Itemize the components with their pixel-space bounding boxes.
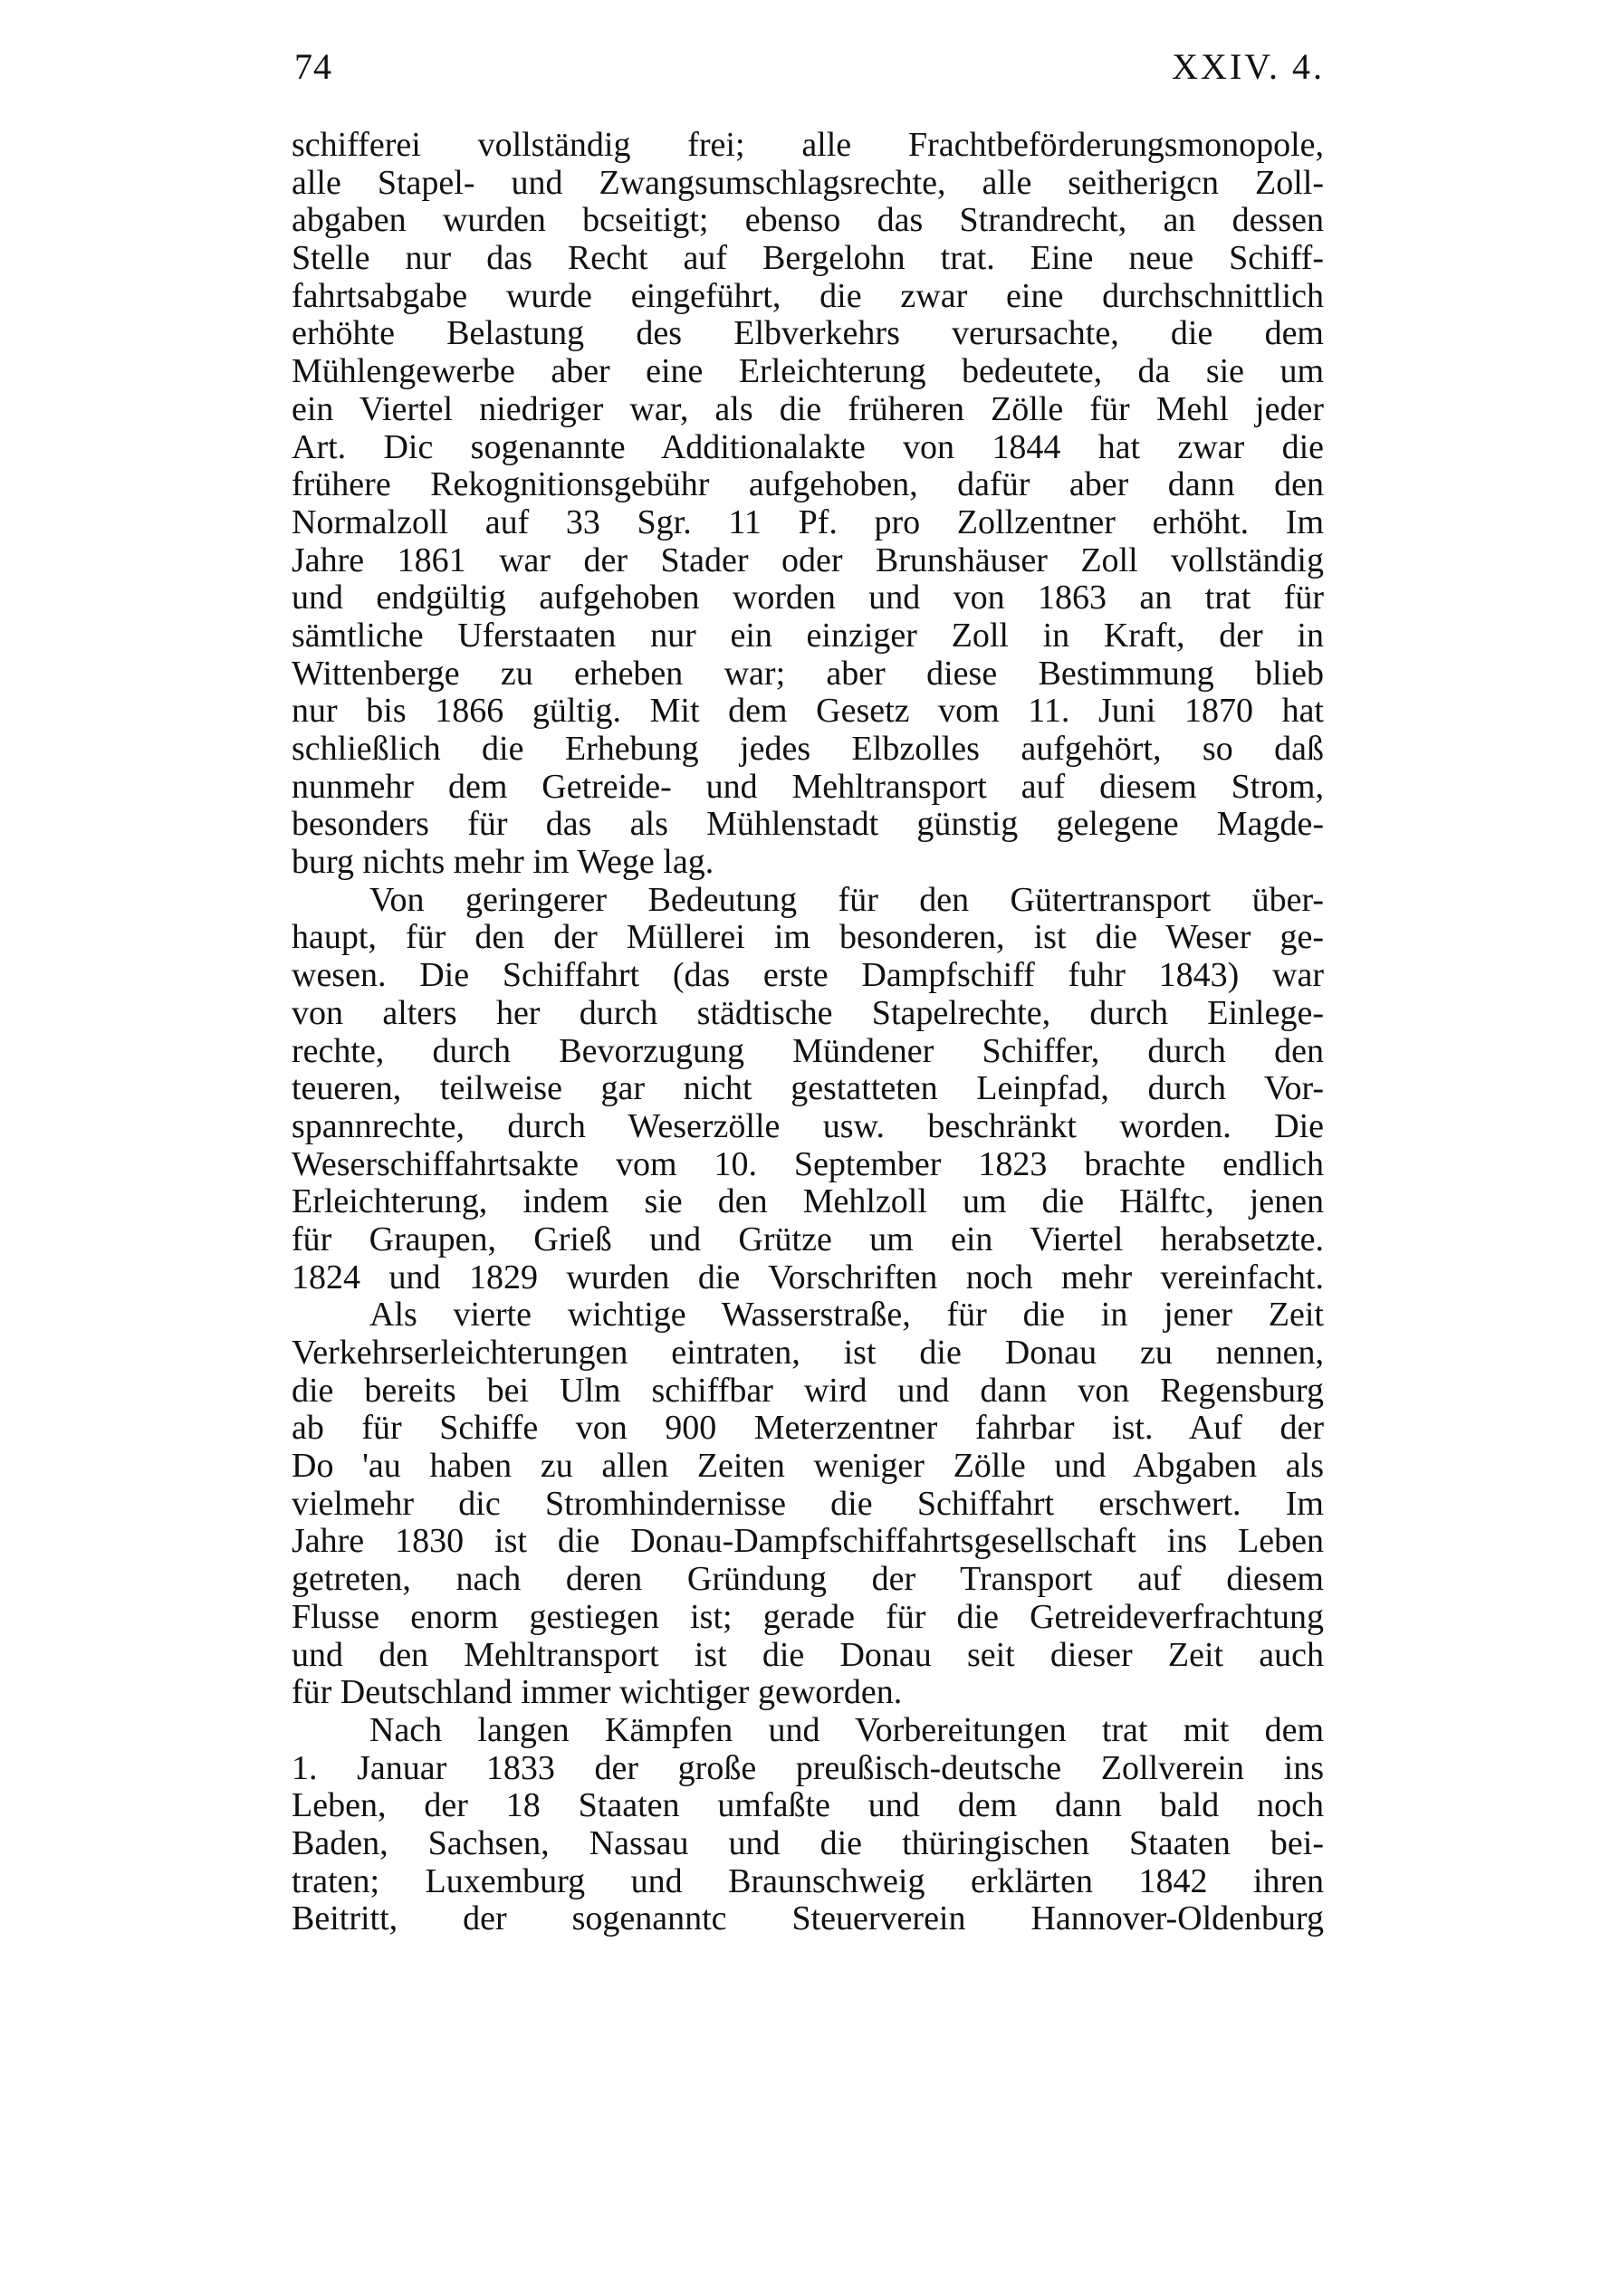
text-line: Baden, Sachsen, Nassau und die thüringischen Staaten bei- (292, 1823, 1324, 1862)
paragraph-start-line: Als vierte wichtige Wasserstraße, für die in jener Zeit (369, 1296, 1324, 1335)
text-line: sämtliche Uferstaaten nur ein einziger Zoll in Kraft, der in (292, 616, 1324, 655)
text-line: schifferei vollständig frei; alle Frachtbeförderungsmonopole, (292, 126, 1324, 164)
text-line: Jahre 1830 ist die Donau-Dampfschiffahrtsgesellschaft ins Leben (292, 1522, 1324, 1561)
text-line: und endgültig aufgehoben worden und von 1863 an trat für (292, 579, 1324, 617)
paragraph-start-line: Von geringerer Bedeutung für den Gütertransport über- (369, 880, 1324, 919)
text-line: Wittenberge zu erheben war; aber diese Bestimmung blieb (292, 654, 1324, 693)
text-line: und den Mehltransport ist die Donau seit dieser Zeit auch (292, 1635, 1324, 1674)
section-reference: XXIV. 4. (1172, 46, 1325, 87)
text-line: wesen. Die Schiffahrt (das erste Dampfschiff fuhr 1843) war (292, 956, 1324, 995)
text-line: alle Stapel- und Zwangsumschlagsrechte, alle seitherigcn Zoll- (292, 163, 1324, 202)
text-line: abgaben wurden bcseitigt; ebenso das Strandrecht, an dessen (292, 201, 1324, 240)
text-line: traten; Luxemburg und Braunschweig erklärten 1842 ihren (292, 1861, 1324, 1900)
text-line: Flusse enorm gestiegen ist; gerade für die Getreideverfrachtung (292, 1597, 1324, 1636)
text-line: frühere Rekognitionsgebühr aufgehoben, dafür aber dann den (292, 465, 1324, 504)
body-text (292, 127, 1324, 1938)
text-line: haupt, für den der Müllerei im besonderen, ist die Weser ge- (292, 918, 1324, 957)
text-line: fahrtsabgabe wurde eingeführt, die zwar eine durchschnittlich (292, 276, 1324, 315)
running-header (294, 47, 1325, 87)
text-line: burg nichts mehr im Wege lag. (292, 843, 714, 882)
text-line: nur bis 1866 gültig. Mit dem Gesetz vom 11. Juni 1870 hat (292, 692, 1324, 731)
text-line: von alters her durch städtische Stapelrechte, durch Einlege- (292, 993, 1324, 1032)
text-line: Erleichterung, indem sie den Mehlzoll um die Hälftc, jenen (292, 1182, 1324, 1221)
text-line: ab für Schiffe von 900 Meterzentner fahrbar ist. Auf der (292, 1409, 1324, 1448)
text-line: für Graupen, Grieß und Grütze um ein Viertel herabsetzte. (292, 1220, 1324, 1258)
text-line: getreten, nach deren Gründung der Transport auf diesem (292, 1560, 1324, 1599)
text-line: nunmehr dem Getreide- und Mehltransport auf diesem Strom, (292, 767, 1324, 806)
text-line: teueren, teilweise gar nicht gestatteten Leinpfad, durch Vor- (292, 1069, 1324, 1108)
text-line: Mühlengewerbe aber eine Erleichterung bedeutete, da sie um (292, 352, 1324, 391)
text-line: Do 'au haben zu allen Zeiten weniger Zölle und Abgaben als (292, 1447, 1324, 1486)
text-line: besonders für das als Mühlenstadt günstig gelegene Magde- (292, 805, 1324, 844)
text-line: ein Viertel niedriger war, als die früheren Zölle für Mehl jeder (292, 389, 1324, 428)
text-line: Beitritt, der sogenanntc Steuerverein Hannover-Oldenburg (292, 1899, 1324, 1938)
text-line: rechte, durch Bevorzugung Mündener Schiffer, durch den (292, 1031, 1324, 1070)
text-line: schließlich die Erhebung jedes Elbzolles aufgehört, so daß (292, 730, 1324, 768)
text-line: Art. Dic sogenannte Additionalakte von 1844 hat zwar die (292, 427, 1324, 466)
paragraph-start-line: Nach langen Kämpfen und Vorbereitungen trat mit dem (369, 1710, 1324, 1749)
text-line: 1824 und 1829 wurden die Vorschriften noch mehr vereinfacht. (292, 1258, 1324, 1296)
text-line: spannrechte, durch Weserzölle usw. beschränkt worden. Die (292, 1106, 1324, 1145)
text-line: Stelle nur das Recht auf Bergelohn trat. Eine neue Schiff- (292, 239, 1324, 278)
text-line: für Deutschland immer wichtiger geworden. (292, 1673, 903, 1712)
page-number: 74 (294, 46, 332, 87)
text-line: erhöhte Belastung des Elbverkehrs verursachte, die dem (292, 314, 1324, 353)
text-line: vielmehr dic Stromhindernisse die Schiffahrt erschwert. Im (292, 1484, 1324, 1523)
text-line: 1. Januar 1833 der große preußisch-deutsche Zollverein ins (292, 1748, 1324, 1787)
text-line: Leben, der 18 Staaten umfaßte und dem dann bald noch (292, 1786, 1324, 1825)
text-line: Weserschiffahrtsakte vom 10. September 1823 brachte endlich (292, 1144, 1324, 1183)
text-line: Jahre 1861 war der Stader oder Brunshäuser Zoll vollständig (292, 541, 1324, 579)
text-line: Normalzoll auf 33 Sgr. 11 Pf. pro Zollzentner erhöht. Im (292, 502, 1324, 541)
text-line: Verkehrserleichterungen eintraten, ist die Donau zu nennen, (292, 1334, 1324, 1372)
text-line: die bereits bei Ulm schiffbar wird und dann von Regensburg (292, 1371, 1324, 1410)
